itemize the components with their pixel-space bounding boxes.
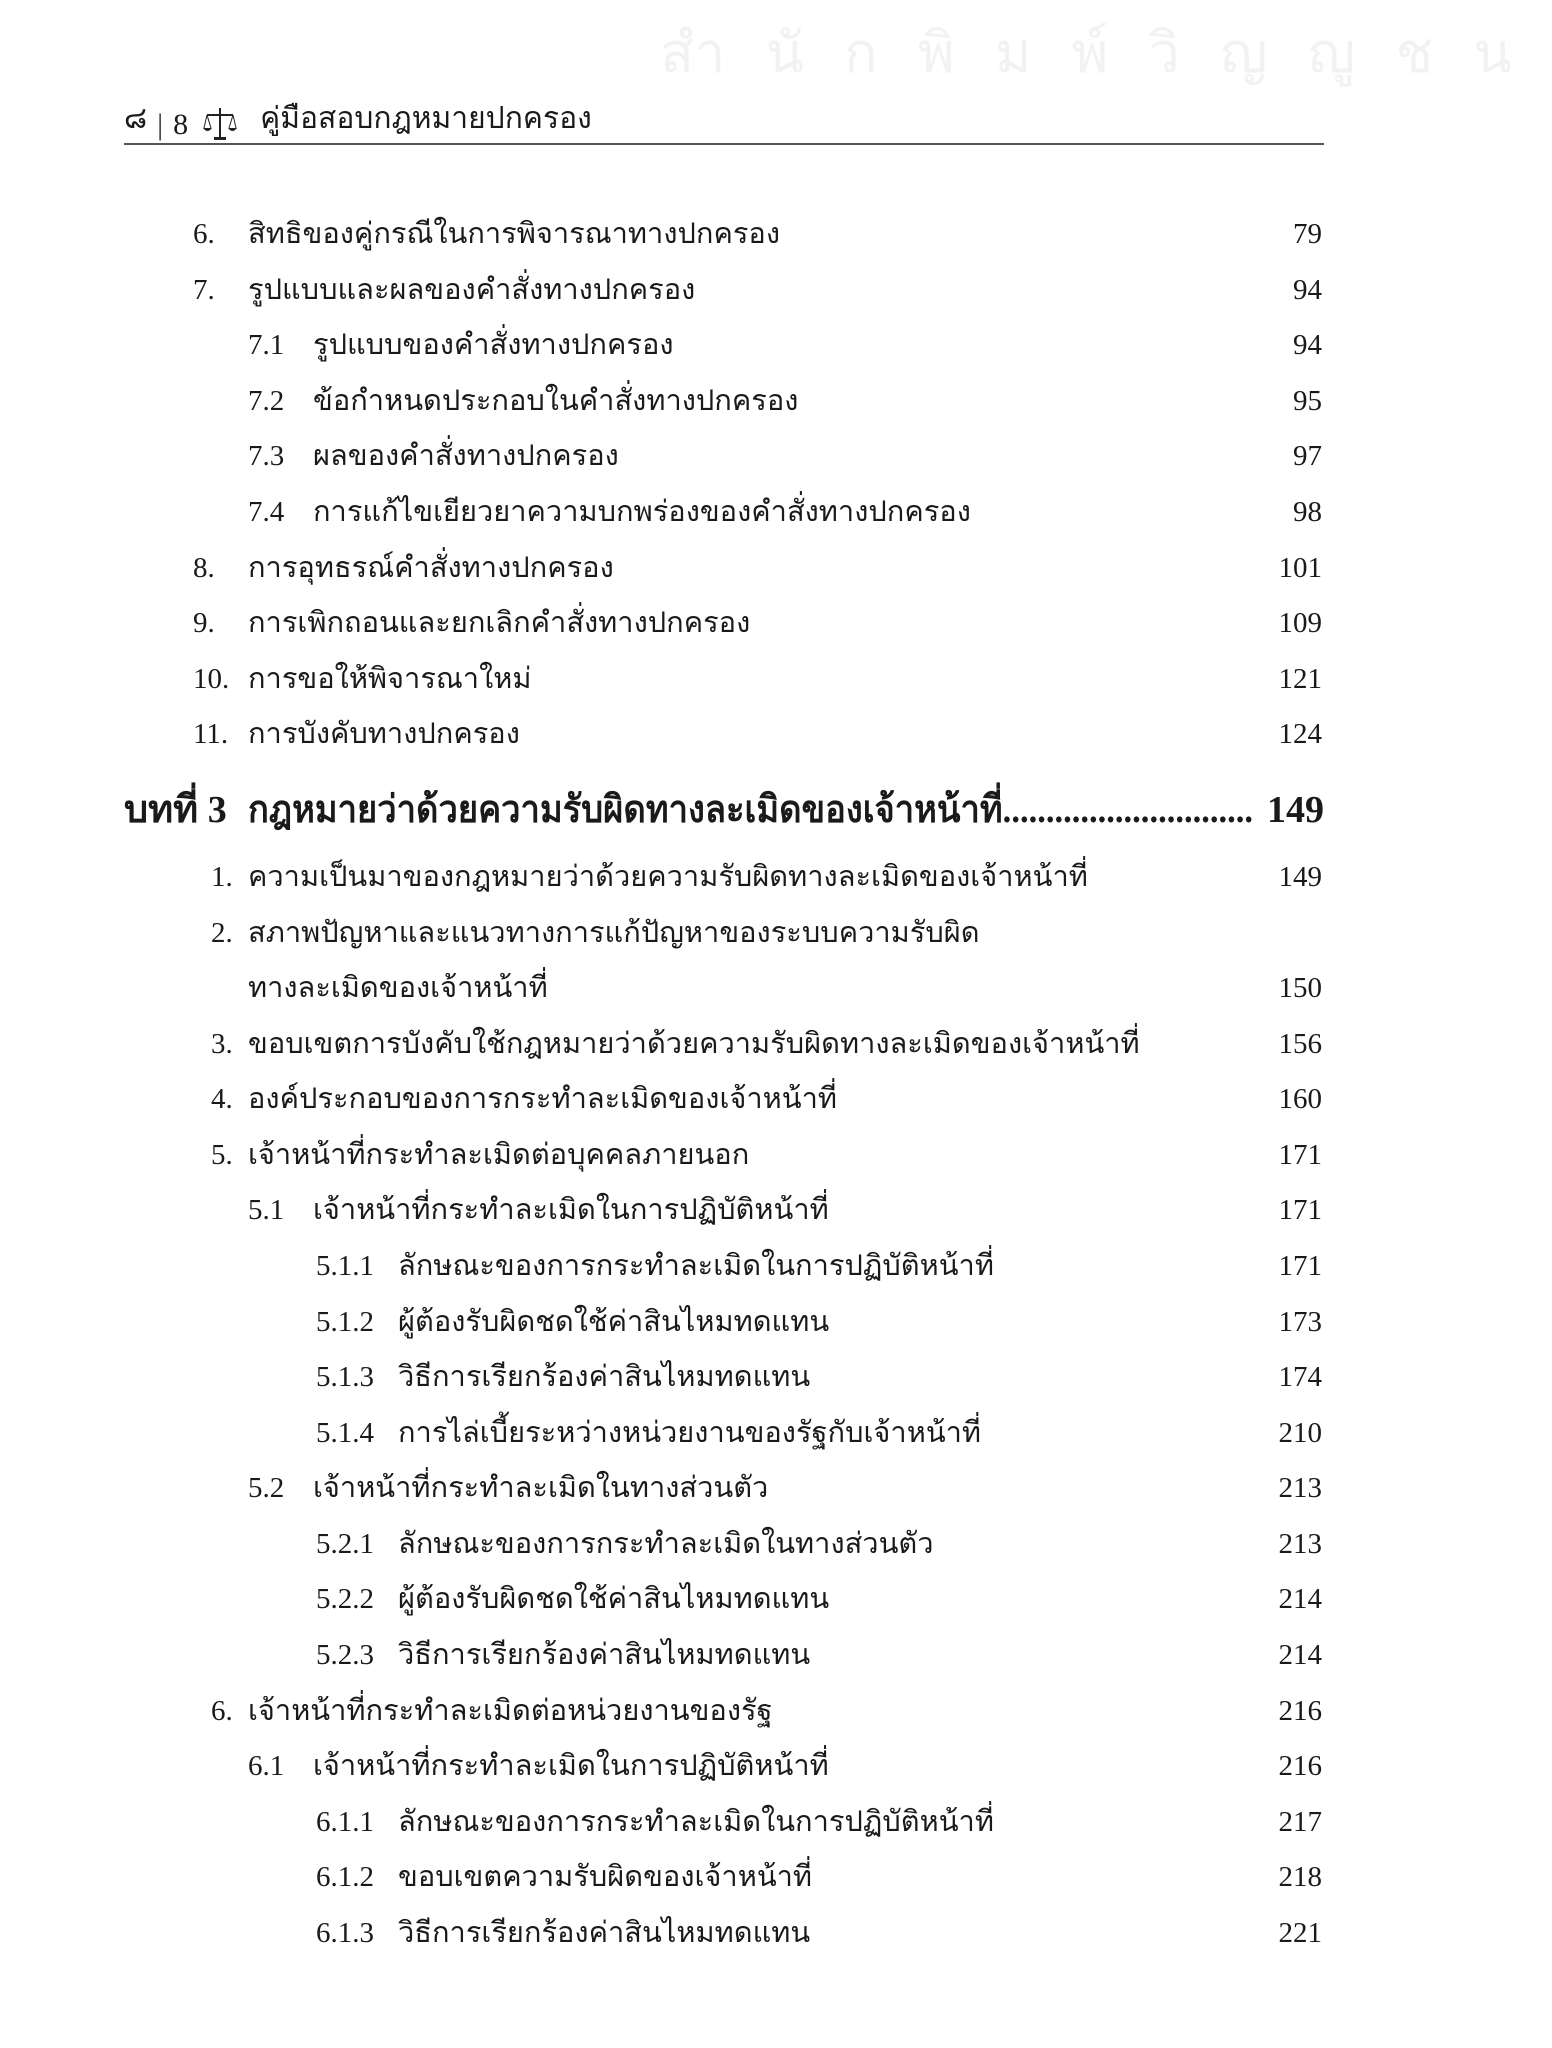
entry-page: 98: [1293, 495, 1322, 528]
toc-entry: [0, 857, 1448, 913]
toc-entry: [0, 1413, 1448, 1469]
entry-title: การแก้ไขเยียวยาความบกพร่องของคำสั่งทางปกครอง: [313, 495, 971, 528]
entry-page: 101: [1278, 551, 1322, 584]
entry-number: 6.1: [248, 1750, 285, 1783]
entry-page: 79: [1293, 218, 1322, 250]
entry-page: 174: [1278, 1361, 1322, 1394]
toc-chapter-heading: [0, 787, 1448, 857]
entry-title: เจ้าหน้าที่กระทำละเมิดต่อบุคคลภายนอก: [248, 1138, 750, 1171]
entry-number: 5.1.3: [316, 1361, 374, 1394]
toc-entry: [0, 1468, 1448, 1524]
toc-entry: [0, 492, 1448, 548]
entry-page: 149: [1267, 788, 1324, 831]
running-header: [124, 98, 1324, 142]
entry-page: 210: [1278, 1416, 1322, 1449]
entry-title: กฎหมายว่าด้วยความรับผิดทางละเมิดของเจ้าหน้าที่.............................: [248, 788, 1254, 831]
header-separator: |: [157, 108, 164, 141]
entry-title: เจ้าหน้าที่กระทำละเมิดในการปฏิบัติหน้าที่: [313, 1194, 829, 1227]
entry-title: ลักษณะของการกระทำละเมิดในการปฏิบัติหน้าที่: [398, 1249, 994, 1282]
toc-entry: [0, 603, 1448, 659]
entry-page: 214: [1278, 1639, 1322, 1672]
entry-page: 156: [1278, 1027, 1322, 1060]
entry-title: องค์ประกอบของการกระทำละเมิดของเจ้าหน้าที่: [248, 1083, 837, 1116]
entry-title: สิทธิของคู่กรณีในการพิจารณาทางปกครอง: [248, 218, 780, 250]
entry-title: ขอบเขตการบังคับใช้กฎหมายว่าด้วยความรับผิดทางละเมิดของเจ้าหน้าที่: [248, 1027, 1140, 1060]
entry-number: 5.1.2: [316, 1305, 374, 1338]
toc-entry: [0, 436, 1448, 492]
toc-entry: [0, 1691, 1448, 1747]
toc-entry: [0, 1246, 1448, 1302]
entry-title: ข้อกำหนดประกอบในคำสั่งทางปกครอง: [313, 384, 799, 417]
entry-number: 5.1.4: [316, 1416, 374, 1449]
entry-page: 94: [1293, 273, 1322, 306]
entry-title: รูปแบบของคำสั่งทางปกครอง: [313, 329, 674, 362]
entry-page: 94: [1293, 329, 1322, 362]
entry-page: 173: [1278, 1305, 1322, 1338]
toc-entry: [0, 1524, 1448, 1580]
entry-number: 7.: [193, 273, 215, 306]
entry-number: 5.1: [248, 1194, 285, 1227]
entry-title: เจ้าหน้าที่กระทำละเมิดในทางส่วนตัว: [313, 1472, 769, 1505]
toc-entry: [0, 1135, 1448, 1191]
toc-entry: [0, 1913, 1448, 1969]
entry-page: 149: [1278, 860, 1322, 893]
entry-title: การบังคับทางปกครอง: [248, 718, 520, 751]
entry-number: 5.2: [248, 1472, 285, 1505]
entry-page: 171: [1278, 1138, 1322, 1171]
entry-number: 6.1.3: [316, 1917, 374, 1950]
page-number: 8: [173, 108, 189, 141]
scales-of-justice-icon: [202, 106, 238, 142]
entry-title-continued: ทางละเมิดของเจ้าหน้าที่: [248, 972, 548, 1005]
entry-page: 124: [1278, 718, 1322, 751]
entry-title: การอุทธรณ์คำสั่งทางปกครอง: [248, 551, 614, 584]
entry-page: 109: [1278, 607, 1322, 640]
toc-entry: [0, 270, 1448, 326]
entry-number: 5.2.1: [316, 1527, 374, 1560]
toc-entry: [0, 1357, 1448, 1413]
toc-entry: [0, 1802, 1448, 1858]
entry-title: วิธีการเรียกร้องค่าสินไหมทดแทน: [398, 1361, 811, 1394]
entry-title: ลักษณะของการกระทำละเมิดในการปฏิบัติหน้าที่: [398, 1805, 994, 1838]
header-rule: [124, 143, 1324, 145]
toc-entry: [0, 714, 1448, 770]
entry-title: ลักษณะของการกระทำละเมิดในทางส่วนตัว: [398, 1527, 934, 1560]
entry-page: 217: [1278, 1805, 1322, 1838]
entry-number: 8.: [193, 551, 215, 584]
entry-title: ผู้ต้องรับผิดชดใช้ค่าสินไหมทดแทน: [398, 1583, 830, 1616]
entry-title: วิธีการเรียกร้องค่าสินไหมทดแทน: [398, 1639, 811, 1672]
entry-number: 2.: [211, 916, 233, 949]
entry-page: 214: [1278, 1583, 1322, 1616]
entry-page: 150: [1278, 972, 1322, 1005]
entry-title: ขอบเขตความรับผิดของเจ้าหน้าที่: [398, 1861, 813, 1894]
entry-number: 7.1: [248, 329, 285, 362]
entry-page: 218: [1278, 1861, 1322, 1894]
entry-page: 95: [1293, 384, 1322, 417]
toc-entry: [0, 1635, 1448, 1691]
entry-number: 7.4: [248, 495, 285, 528]
entry-page: 160: [1278, 1083, 1322, 1116]
book-title: คู่มือสอบกฎหมายปกครอง: [260, 102, 592, 135]
entry-title: สภาพปัญหาและแนวทางการแก้ปัญหาของระบบความรับผิด: [248, 916, 980, 949]
entry-page: 213: [1278, 1527, 1322, 1560]
entry-title: ผลของคำสั่งทางปกครอง: [313, 440, 619, 473]
entry-title: วิธีการเรียกร้องค่าสินไหมทดแทน: [398, 1917, 811, 1950]
entry-number: 3.: [211, 1027, 233, 1060]
entry-number: 5.2.2: [316, 1583, 374, 1616]
entry-number: 6.1.1: [316, 1805, 374, 1838]
entry-title: เจ้าหน้าที่กระทำละเมิดต่อหน่วยงานของรัฐ: [248, 1694, 773, 1727]
toc-entry: [0, 381, 1448, 437]
entry-title: รูปแบบและผลของคำสั่งทางปกครอง: [248, 273, 696, 306]
toc-entry: [0, 1190, 1448, 1246]
toc-entry: [0, 1579, 1448, 1635]
entry-number: 5.2.3: [316, 1639, 374, 1672]
entry-number: 6.1.2: [316, 1861, 374, 1894]
entry-number: 7.3: [248, 440, 285, 473]
toc-entry: [0, 1857, 1448, 1913]
entry-number: 5.: [211, 1138, 233, 1171]
entry-title: การไล่เบี้ยระหว่างหน่วยงานของรัฐกับเจ้าหน้าที่: [398, 1416, 982, 1449]
entry-page: 171: [1278, 1249, 1322, 1282]
entry-number: 9.: [193, 607, 215, 640]
toc-entry: [0, 325, 1448, 381]
entry-number: 4.: [211, 1083, 233, 1116]
entry-title: ความเป็นมาของกฎหมายว่าด้วยความรับผิดทางละเมิดของเจ้าหน้าที่: [248, 860, 1088, 893]
entry-number: บทที่ 3: [124, 788, 227, 831]
entry-page: 121: [1278, 662, 1322, 695]
entry-number: 1.: [211, 860, 233, 893]
toc-entry: [0, 1746, 1448, 1802]
entry-page: 216: [1278, 1694, 1322, 1727]
toc-entry: [0, 548, 1448, 604]
toc-entry: [0, 1079, 1448, 1135]
entry-page: 221: [1278, 1917, 1322, 1950]
toc-entry: [0, 214, 1448, 270]
entry-page: 213: [1278, 1472, 1322, 1505]
entry-page: 97: [1293, 440, 1322, 473]
entry-title: การขอให้พิจารณาใหม่: [248, 662, 532, 695]
entry-number: 5.1.1: [316, 1249, 374, 1282]
entry-number: 7.2: [248, 384, 285, 417]
toc-entry: [0, 1302, 1448, 1358]
toc-entry: [0, 1024, 1448, 1080]
toc-entry: [0, 913, 1448, 1024]
toc-entry: [0, 659, 1448, 715]
entry-number: 10.: [193, 662, 230, 695]
watermark: สำนักพิมพ์วิญญูชน: [660, 23, 1552, 85]
entry-title: เจ้าหน้าที่กระทำละเมิดในการปฏิบัติหน้าที่: [313, 1750, 829, 1783]
table-of-contents: [0, 214, 1448, 1969]
entry-page: 171: [1278, 1194, 1322, 1227]
entry-number: 6.: [193, 218, 215, 250]
entry-title: การเพิกถอนและยกเลิกคำสั่งทางปกครอง: [248, 607, 751, 640]
entry-number: 11.: [193, 718, 229, 751]
page-number-thai: ๘: [124, 102, 148, 135]
entry-page: 216: [1278, 1750, 1322, 1783]
entry-title: ผู้ต้องรับผิดชดใช้ค่าสินไหมทดแทน: [398, 1305, 830, 1338]
entry-number: 6.: [211, 1694, 233, 1727]
